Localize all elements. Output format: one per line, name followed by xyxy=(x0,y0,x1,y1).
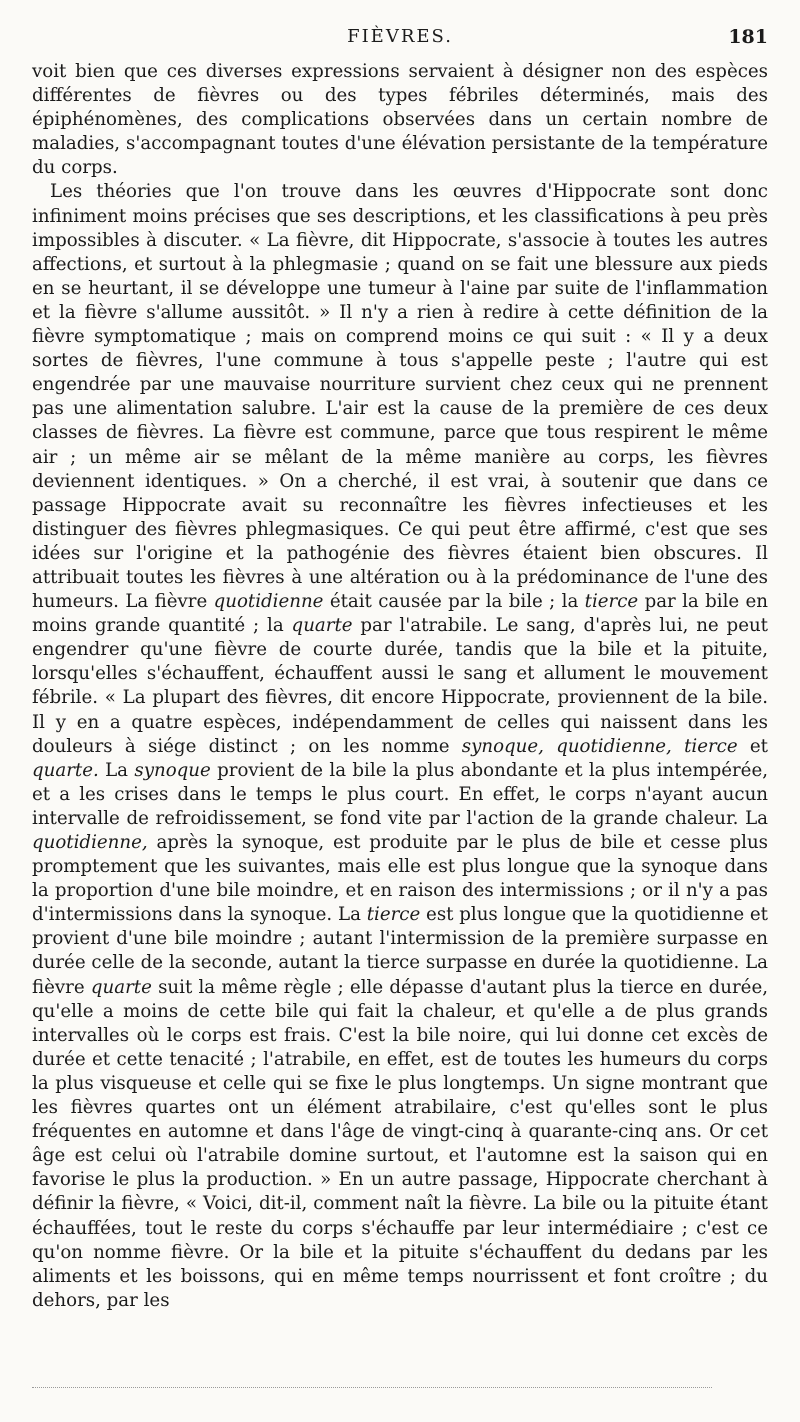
term-list: synoque, quotidienne, tierce xyxy=(461,735,738,757)
text-run: La xyxy=(98,759,135,781)
text-run: provient de la bile la plus abondante et la plus intempérée, et a les crises dans le temps le plus court. En effet, le corps n'ayant aucun intervalle de refroidissement, se fond vite par l'action de la grande chaleur. La xyxy=(32,759,768,829)
text-run: est plus longue que la quotidienne et provient d'une bile moindre ; autant l'intermission de la première surpasse en durée celle de la seconde, autant la tierce surpasse en durée la quotidienne. La fièvre xyxy=(32,904,768,998)
text-run: par l'atrabile. Le sang, d'après lui, ne peut engendrer qu'une fièvre de courte durée, tandis que la bile et la pituite, lorsqu'elles s'échauffent, échauffent aussi le sang et allument le mouvement fébrile. « La plupart des fièvres, dit encore Hippocrate, proviennent de la bile. Il y en a quatre espèces, indépendamment de celles qui naissent dans les douleurs à siége distinct ; on les nomme xyxy=(32,615,768,757)
term-quarte: quarte. xyxy=(32,759,99,781)
term-quotidienne: quotidienne, xyxy=(32,832,148,853)
term-tierce: tierce xyxy=(366,904,421,926)
body-text xyxy=(32,60,768,1313)
term-synoque: synoque xyxy=(134,759,211,781)
text-run: suit la même règle ; elle dépasse d'autant plus la tierce en durée, qu'elle a moins de cette bile qui fait la chaleur, et qu'elle a de plus grands intervalles où le corps est frais. C'est la bile noire, qui lui donne cet excès de durée et cette tenacité ; l'atrabile, en effet, est de toutes les humeurs du corps la plus visqueuse et celle qui se fixe le plus longtemps. Un signe montrant que les fièvres quartes ont un élément atrabilaire, c'est qu'elles sont le plus fréquentes en automne et dans l'âge de vingt-cinq à quarante-cinq ans. Or cet âge est celui où l'atrabile domine surtout, et l'automne est la saison qui en favorise le plus la production. » En un autre passage, Hippocrate cherchant à définir la fièvre, « Voici, dit-il, comment naît la fièvre. La bile ou la pituite étant échauffées, tout le reste du corps s'échauffe par leur intermédiaire ; c'est ce qu'on nomme fièvre. Or la bile et la pituite s'échauffent du dedans par les aliments et les boissons, qui en même temps nourrissent et font croître ; du dehors, par les xyxy=(32,976,768,1311)
term-quarte: quarte xyxy=(291,615,353,637)
page-number: 181 xyxy=(728,26,768,48)
paragraph-continuation: voit bien que ces diverses expressions servaient à désigner non des espèces différentes de fièvres ou des types fébriles déterminés, mais des épiphénomènes, des complications observées dans un certain nombre de maladies, s'accompagnant toutes d'une élévation persistante de la température du corps. xyxy=(32,61,768,179)
text-run: était causée par la bile ; la xyxy=(323,591,585,613)
text-run: après la synoque, est produite par le plus de bile et cesse plus promptement que les suivantes, mais elle est plus longue que la synoque dans la proportion d'une bile moindre, et en raison des intermissions ; or il n'y a pas d'intermissions dans la synoque. La xyxy=(32,832,768,926)
paragraph-hippocrate xyxy=(32,180,768,1312)
text-run: Les théories que l'on trouve dans les œuvres d'Hippocrate sont donc infiniment moins précises que ses descriptions, et les classifications à peu près impossibles à discuter. « La fièvre, dit Hippocrate, s'associe à toutes les autres affections, et surtout à la phlegmasie ; quand on se fait une blessure aux pieds en se heurtant, il se développe une tumeur à l'aine par suite de l'inflammation et la fièvre s'allume aussitôt. » Il n'y a rien à redire à cette définition de la fièvre symptomatique ; mais on comprend moins ce qui suit : « Il y a deux sortes de fièvres, l'une commune à tous s'appelle peste ; l'autre qui est engendrée par une mauvaise nourriture survient chez ceux qui ne prennent pas une alimentation salubre. L'air est la cause de la première de ces deux classes de fièvres. La fièvre est commune, parce que tous respirent le même air ; un même air se mêlant de la même manière au corps, les fièvres deviennent identiques. » On a cherché, il est vrai, à soutenir que dans ce passage Hippocrate avait su reconnaître les fièvres infectieuses et les distinguer des fièvres phlegmasiques. Ce qui peut être affirmé, c'est que ses idées sur l'origine et la pathogénie des fièvres étaient bien obscures. Il attribuait toutes les fièvres à une altération ou à la prédominance de l'une des humeurs. La fièvre xyxy=(32,181,768,613)
term-quarte: quarte xyxy=(90,976,152,998)
text-run: et xyxy=(737,735,768,757)
text-run: par la bile en moins grande quantité ; la xyxy=(32,591,769,637)
running-title: FIÈVRES. xyxy=(347,26,453,47)
page-header xyxy=(32,26,768,52)
term-tierce: tierce xyxy=(584,591,639,613)
footer-dotted-rule xyxy=(32,1387,712,1388)
term-quotidienne: quotidienne xyxy=(213,591,324,613)
